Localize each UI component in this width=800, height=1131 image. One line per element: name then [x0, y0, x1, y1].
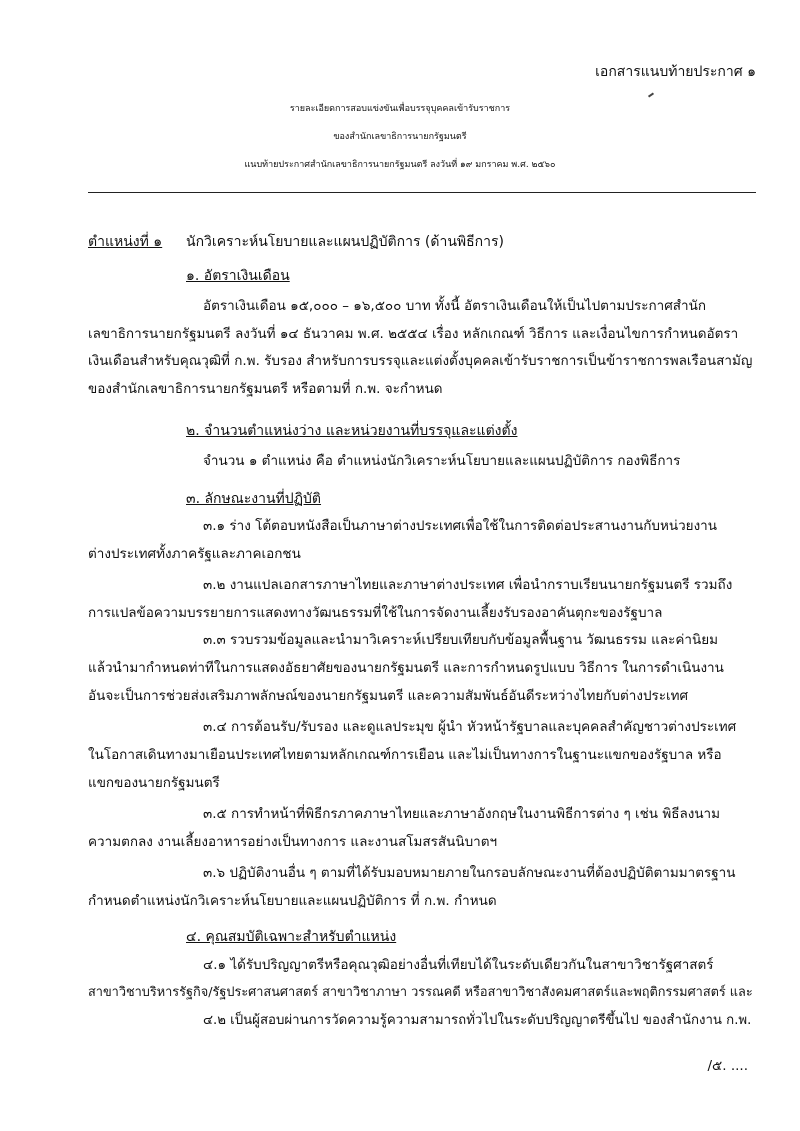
section-1-title: ๑. อัตราเงินเดือน [186, 268, 290, 284]
section-2-title: ๒. จำนวนตำแหน่งว่าง และหน่วยงานที่บรรจุและแต่งตั้ง [186, 423, 518, 439]
section-3-title: ๓. ลักษณะงานที่ปฏิบัติ [186, 491, 322, 507]
item-3-2: ๓.๒ งานแปลเอกสารภาษาไทยและภาษาต่างประเทศ เพื่อนำกราบเรียนนายกรัฐมนตรี รวมถึง [203, 577, 733, 593]
item-3-1: ๓.๑ ร่าง โต้ตอบหนังสือเป็นภาษาต่างประเทศเพื่อใช้ในการติดต่อประสานงานกับหน่วยงาน [203, 518, 717, 534]
item-3-4-cont: แขกของนายกรัฐมนตรี [88, 775, 220, 791]
item-4-2: ๔.๒ เป็นผู้สอบผ่านการวัดความรู้ความสามารถทั่วไปในระดับปริญญาตรีขึ้นไป ของสำนักงาน ก.พ. [203, 1013, 752, 1028]
header-divider [88, 192, 756, 193]
item-3-4: ๓.๔ การต้อนรับ/รับรอง และดูแลประมุข ผู้นำ หัวหน้ารัฐบาลและบุคคลสำคัญชาวต่างประเทศ [203, 719, 737, 735]
item-3-6: ๓.๖ ปฏิบัติงานอื่น ๆ ตามที่ได้รับมอบหมายภายในกรอบลักษณะงานที่ต้องปฏิบัติตามมาตรฐาน [203, 865, 736, 881]
title-line-2: ของสำนักเลขาธิการนายกรัฐมนตรี [333, 132, 467, 142]
item-3-5: ๓.๕ การทำหน้าที่พิธีกรภาคภาษาไทยและภาษาอังกฤษในงานพิธีการต่าง ๆ เช่น พิธีลงนาม [203, 806, 721, 822]
section-4-title: ๔. คุณสมบัติเฉพาะสำหรับตำแหน่ง [186, 929, 397, 945]
section-1-line: อัตราเงินเดือน ๑๕,๐๐๐ – ๑๖,๕๐๐ บาท ทั้งนี้ อัตราเงินเดือนให้เป็นไปตามประกาศสำนัก [203, 298, 707, 314]
item-4-1-cont: สาขาวิชาบริหารรัฐกิจ/รัฐประศาสนศาสตร์ สาขาวิชาภาษา วรรณคดี หรือสาขาวิชาสังคมศาสตร์และพฤติกรรมศาสตร์ และ [88, 985, 753, 1000]
item-3-5-cont: ความตกลง งานเลี้ยงอาหารอย่างเป็นทางการ และงานสโมสรสันนิบาตฯ [88, 834, 498, 850]
item-3-1-cont: ต่างประเทศทั้งภาครัฐและภาคเอกชน [88, 546, 301, 562]
continuation-marker: /๕. .... [707, 1058, 748, 1074]
item-3-3-cont: อันจะเป็นการช่วยส่งเสริมภาพลักษณ์ของนายกรัฐมนตรี และความสัมพันธ์อันดีระหว่างไทยกับต่างประเทศ [88, 688, 689, 704]
item-3-6-cont: กำหนดตำแหน่งนักวิเคราะห์นโยบายและแผนปฏิบัติการ ที่ ก.พ. กำหนด [88, 893, 497, 909]
item-4-1: ๔.๑ ได้รับปริญญาตรีหรือคุณวุฒิอย่างอื่นที่เทียบได้ในระดับเดียวกันในสาขาวิชารัฐศาสตร์ [203, 957, 714, 973]
section-2-line: จำนวน ๑ ตำแหน่ง คือ ตำแหน่งนักวิเคราะห์นโยบายและแผนปฏิบัติการ กองพิธีการ [203, 453, 681, 469]
item-3-3-cont: แล้วนำมากำหนดท่าทีในการแสดงอัธยาศัยของนายกรัฐมนตรี และการกำหนดรูปแบบ วิธีการ ในการดำเนินงาน [88, 660, 724, 676]
section-1-line: ของสำนักเลขาธิการนายกรัฐมนตรี หรือตามที่ ก.พ. จะกำหนด [88, 381, 443, 397]
position-name: นักวิเคราะห์นโยบายและแผนปฏิบัติการ (ด้านพิธีการ) [186, 234, 505, 250]
attachment-label: เอกสารแนบท้ายประกาศ ๑ [595, 64, 756, 80]
section-1-line: เงินเดือนสำหรับคุณวุฒิที่ ก.พ. รับรอง สำหรับการบรรจุและแต่งตั้งบุคคลเข้ารับราชการเป็นข้าราชการพลเรือนสามัญ [88, 353, 753, 369]
position-label: ตำแหน่งที่ ๑ [88, 234, 163, 250]
item-3-2-cont: การแปลข้อความบรรยายการแสดงทางวัฒนธรรมที่ใช้ในการจัดงานเลี้ยงรับรองอาคันตุกะของรัฐบาล [88, 605, 663, 621]
title-line-1: รายละเอียดการสอบแข่งขันเพื่อบรรจุบุคคลเข้ารับราชการ [289, 104, 511, 114]
item-3-4-cont: ในโอกาสเดินทางมาเยือนประเทศไทยตามหลักเกณฑ์การเยือน และไม่เป็นทางการในฐานะแขกของรัฐบาล หรือ [88, 747, 722, 763]
section-1-line: เลขาธิการนายกรัฐมนตรี ลงวันที่ ๑๔ ธันวาคม พ.ศ. ๒๕๕๔ เรื่อง หลักเกณฑ์ วิธีการ และเงื่อนไขการกำหนดอัตรา [88, 326, 739, 342]
pen-mark [648, 92, 654, 97]
item-3-3: ๓.๓ รวบรวมข้อมูลและนำมาวิเคราะห์เปรียบเทียบกับข้อมูลพื้นฐาน วัฒนธรรม และค่านิยม [203, 632, 719, 648]
title-line-3: แนบท้ายประกาศสำนักเลขาธิการนายกรัฐมนตรี ลงวันที่ ๑๙ มกราคม พ.ศ. ๒๕๖๐ [244, 160, 556, 170]
